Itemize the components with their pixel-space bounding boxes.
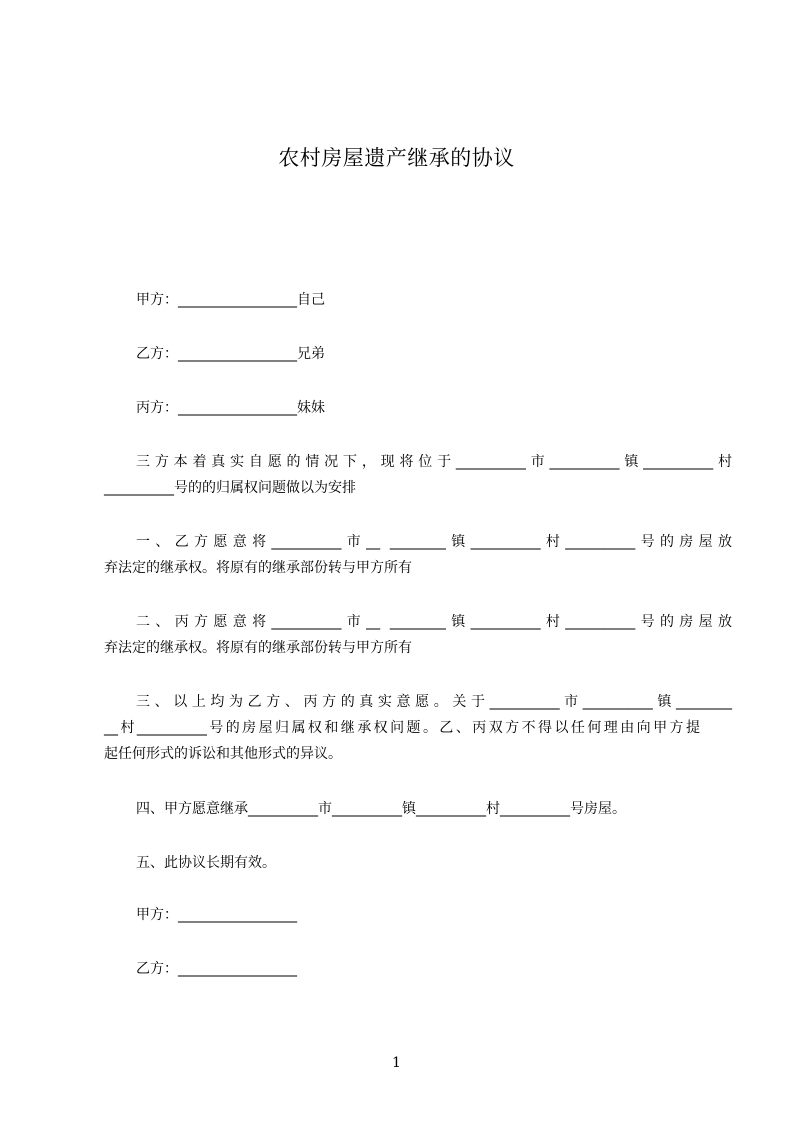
page-number: 1 bbox=[392, 1055, 401, 1071]
clause-2-line-2: 弃法定的继承权。将原有的继承部份转与甲方所有 bbox=[104, 640, 412, 656]
signature-jia-line: 甲方：_________________ bbox=[136, 907, 297, 923]
preamble-line-2: __________号的的归属权问题做以为安排 bbox=[104, 480, 356, 496]
clause-2-line-1: 二、丙方愿意将__________市__ ________镇__________村__________号的房屋放 bbox=[136, 614, 732, 630]
clause-4-line: 四、甲方愿意继承__________市__________镇__________村__________号房屋。 bbox=[136, 801, 626, 817]
party-bing-line: 丙方：_________________妹妹 bbox=[136, 400, 325, 416]
clause-1-line-2: 弃法定的继承权。将原有的继承部份转与甲方所有 bbox=[104, 560, 412, 576]
clause-1-line-1: 一、乙方愿意将__________市__ ________镇__________村__________号的房屋放 bbox=[136, 534, 732, 550]
clause-3-line-2: __村__________号的房屋归属权和继承权问题。乙、丙双方不得以任何理由向甲方提 bbox=[104, 720, 700, 736]
clause-3-line-1: 三、以上均为乙方、丙方的真实意愿。关于__________市__________镇________ bbox=[136, 694, 732, 710]
preamble-line-1: 三方本着真实自愿的情况下，现将位于__________市__________镇__________村 bbox=[136, 454, 732, 470]
clause-3-line-3: 起任何形式的诉讼和其他形式的异议。 bbox=[104, 746, 342, 762]
party-jia-line: 甲方：_________________自己 bbox=[136, 292, 325, 308]
party-yi-line: 乙方：_________________兄弟 bbox=[136, 346, 325, 362]
document-title: 农村房屋遗产继承的协议 bbox=[278, 146, 515, 170]
signature-yi-line: 乙方：_________________ bbox=[136, 961, 297, 977]
clause-5-line: 五、此协议长期有效。 bbox=[136, 855, 276, 871]
